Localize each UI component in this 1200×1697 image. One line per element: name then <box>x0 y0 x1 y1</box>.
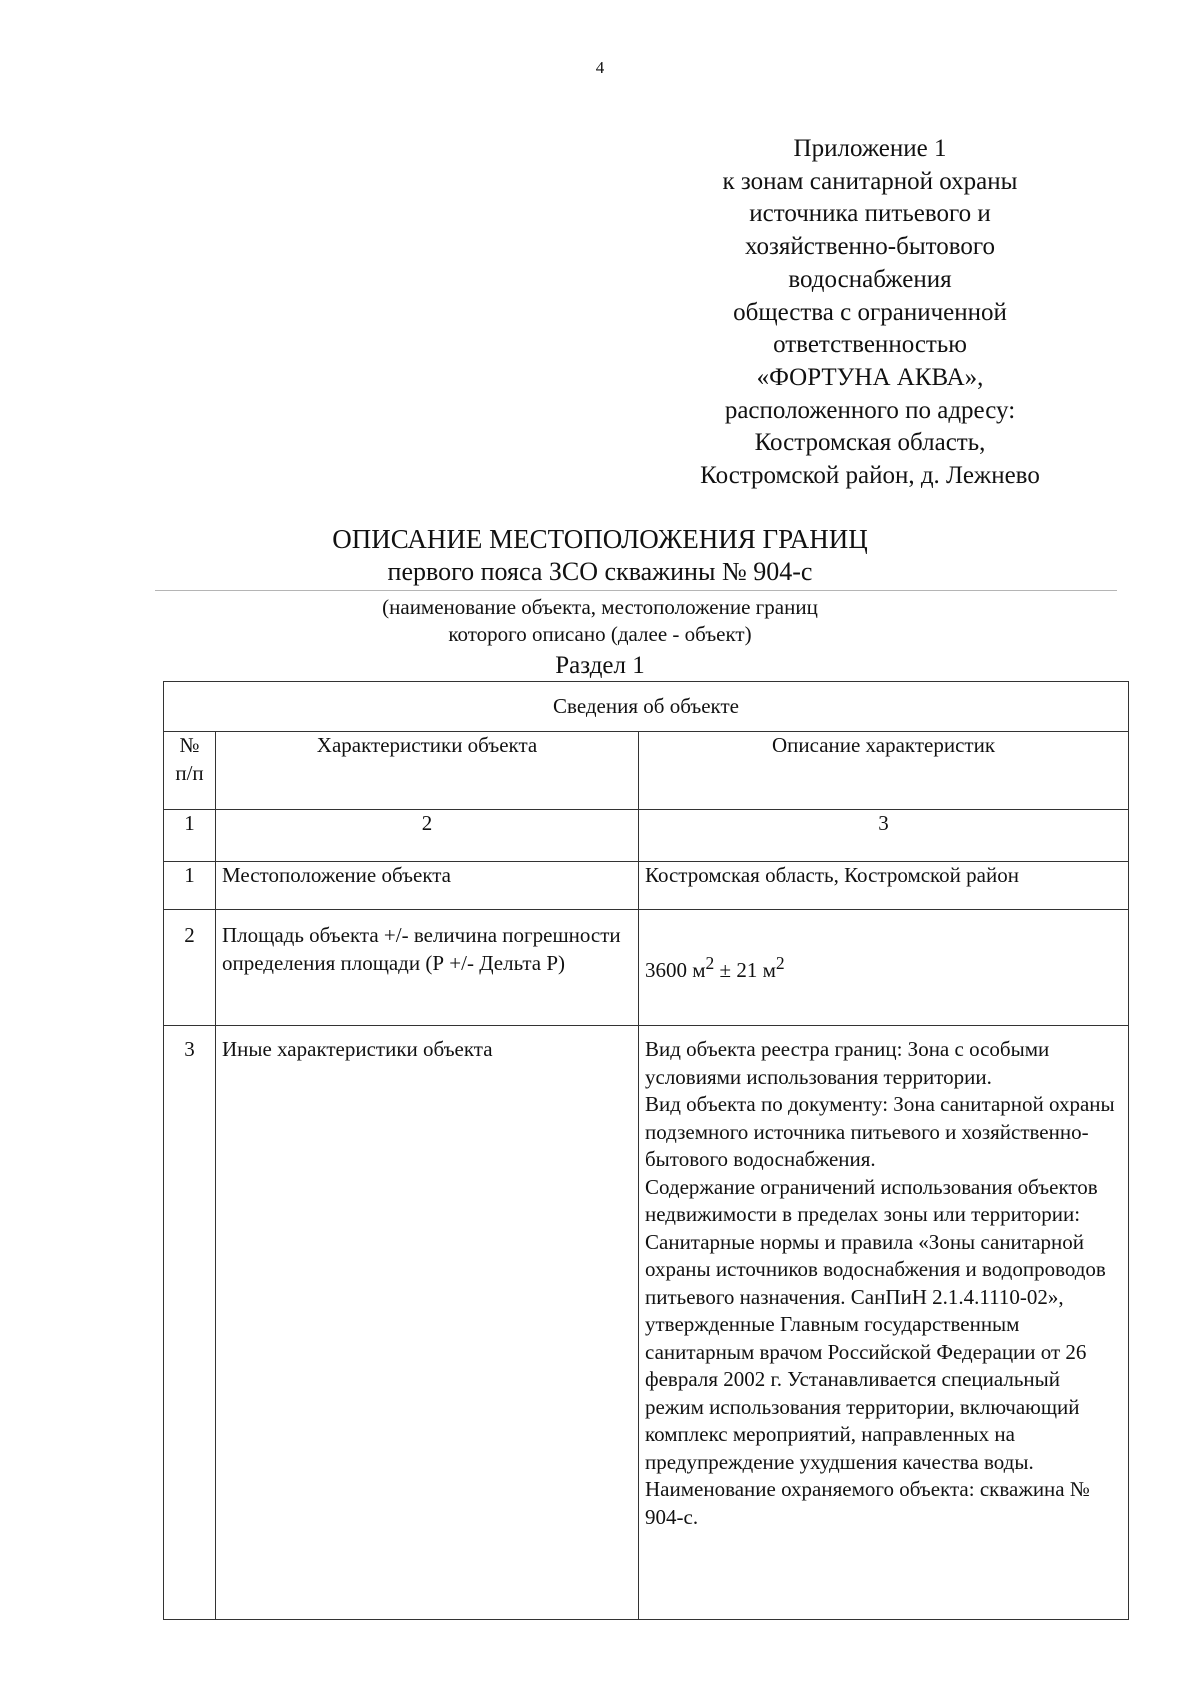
area-error: ± 21 м <box>714 958 776 983</box>
table-row <box>164 862 1129 910</box>
area-value: 3600 м <box>645 958 706 983</box>
column-number-row <box>164 810 1129 862</box>
row-description <box>639 910 1129 1026</box>
appendix-line: ответственностью <box>773 331 967 359</box>
object-caption-line: которого описано (далее - объект) <box>448 622 752 646</box>
row-description: Вид объекта реестра границ: Зона с особыми условиями использования территории. Вид объекта по документу: Зона санитарной охраны подземного источника питьевого и хозяйственно-бытового водоснабжения. Содержание ограничений использования объектов недвижимости в пределах зоны или территории: Санитарные нормы и правила «Зоны санитарной охраны источников водоснабжения и водопроводов питьевого назначения. СанПиН 2.1.4.1110-02», утвержденные Главным государственным санитарным врачом Российской Федерации от 26 февраля 2002 г. Устанавливается специальный режим использования территории, включающий комплекс мероприятий, направленных на предупреждение ухудшения качества воды. Наименование охраняемого объекта: скважина № 904-с. <box>639 1026 1129 1620</box>
document-subtitle: первого пояса ЗСО скважины № 904-с <box>387 557 813 586</box>
appendix-line: «ФОРТУНА АКВА», <box>756 363 984 391</box>
appendix-line: общества с ограниченной <box>733 298 1007 326</box>
area-unit-exponent: 2 <box>705 953 715 974</box>
appendix-line: Костромская область, <box>754 429 986 457</box>
row-num: 3 <box>164 1026 216 1620</box>
area-error-exponent: 2 <box>775 953 785 974</box>
appendix-block <box>640 133 1100 493</box>
table-title-row <box>164 682 1129 732</box>
document-title: ОПИСАНИЕ МЕСТОПОЛОЖЕНИЯ ГРАНИЦ <box>332 524 868 554</box>
appendix-line: расположенного по адресу: <box>724 396 1016 424</box>
row-description: Костромская область, Костромской район <box>639 862 1129 910</box>
header-characteristic: Характеристики объекта <box>216 732 639 810</box>
row-characteristic: Площадь объекта +/- величина погрешности определения площади (Р +/- Дельта Р) <box>216 910 639 1026</box>
header-description: Описание характеристик <box>639 732 1129 810</box>
table-row <box>164 1026 1129 1620</box>
row-num: 1 <box>164 862 216 910</box>
section-label: Раздел 1 <box>555 652 645 679</box>
page-number: 4 <box>595 58 605 77</box>
column-number: 2 <box>216 810 639 862</box>
row-characteristic: Иные характеристики объекта <box>216 1026 639 1620</box>
table-title: Сведения об объекте <box>164 682 1129 732</box>
header-num: № п/п <box>164 732 216 810</box>
object-caption-line: (наименование объекта, местоположение границ <box>382 595 818 619</box>
appendix-line: Костромской район, д. Лежнево <box>700 462 1040 490</box>
table-row <box>164 910 1129 1026</box>
subtitle-divider <box>155 590 1117 591</box>
title-block <box>0 523 1200 587</box>
object-caption <box>0 594 1200 648</box>
table-header-row <box>164 732 1129 810</box>
object-info-table <box>163 681 1129 1620</box>
row-num: 2 <box>164 910 216 1026</box>
appendix-line: Приложение 1 <box>793 135 947 162</box>
appendix-line: источника питьевого и <box>749 200 991 228</box>
row-characteristic: Местоположение объекта <box>216 862 639 910</box>
column-number: 3 <box>639 810 1129 862</box>
appendix-line: к зонам санитарной охраны <box>722 167 1018 195</box>
appendix-line: хозяйственно-бытового <box>744 233 996 261</box>
appendix-line: водоснабжения <box>788 265 952 293</box>
column-number: 1 <box>164 810 216 862</box>
